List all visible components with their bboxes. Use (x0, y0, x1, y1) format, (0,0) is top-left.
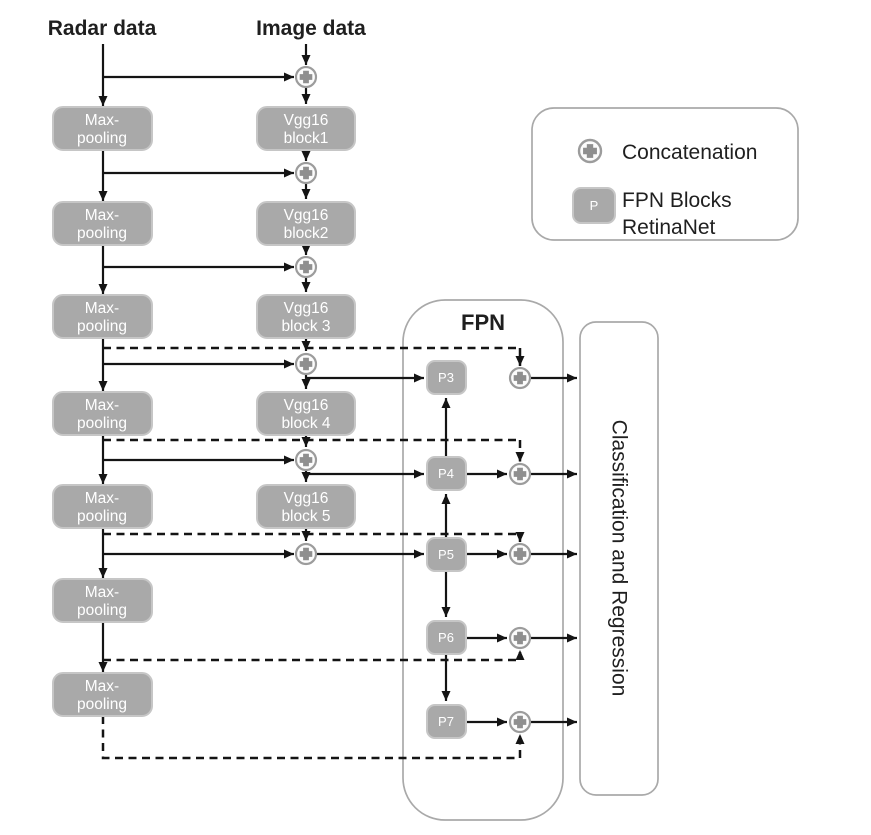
maxpool-1-line1: Max- (84, 112, 120, 129)
legend-concatenation-icon (579, 140, 601, 162)
maxpool-3-line2: pooling (77, 318, 127, 335)
maxpool-6-line2: pooling (77, 602, 127, 619)
p7-label: P7 (438, 714, 454, 729)
p6-concatenation-icon (510, 628, 530, 648)
legend-fpn-blocks-line1: FPN Blocks (622, 189, 732, 212)
vgg-4-line1: Vgg16 (283, 397, 329, 414)
maxpool-5-line1: Max- (84, 490, 120, 507)
vgg-3-line1: Vgg16 (283, 300, 329, 317)
vgg-5-line1: Vgg16 (283, 490, 329, 507)
fpn-title: FPN (461, 310, 505, 335)
maxpool-3-line1: Max- (84, 300, 120, 317)
p3-label: P3 (438, 370, 454, 385)
maxpool-7-line1: Max- (84, 678, 120, 695)
p4-label: P4 (438, 466, 454, 481)
radar-data-title: Radar data (47, 17, 157, 40)
concatenation-icon-2 (296, 163, 316, 183)
vgg-3-line2: block 3 (281, 318, 331, 335)
maxpool-1-line2: pooling (77, 130, 127, 147)
maxpool-2-line2: pooling (77, 225, 127, 242)
vgg-1-line1: Vgg16 (283, 112, 329, 129)
classification-regression-label: Classification and Regression (607, 419, 631, 697)
maxpool-6-line1: Max- (84, 584, 120, 601)
concatenation-icon-4 (296, 354, 316, 374)
concatenation-icon-6 (296, 544, 316, 564)
concatenation-icon-1 (296, 67, 316, 87)
p5-label: P5 (438, 547, 454, 562)
p3-concatenation-icon (510, 368, 530, 388)
concatenation-icon-3 (296, 257, 316, 277)
p7-concatenation-icon (510, 712, 530, 732)
vgg-5-line2: block 5 (281, 508, 331, 525)
maxpool-5-line2: pooling (77, 508, 127, 525)
legend-fpn-blocks-line2: RetinaNet (622, 216, 716, 239)
legend-concatenation-label: Concatenation (622, 141, 758, 164)
p4-concatenation-icon (510, 464, 530, 484)
vgg-1-line2: block1 (283, 130, 329, 147)
image-data-title: Image data (256, 17, 366, 40)
p5-concatenation-icon (510, 544, 530, 564)
vgg-4-line2: block 4 (281, 415, 331, 432)
maxpool-7-line2: pooling (77, 696, 127, 713)
maxpool-2-line1: Max- (84, 207, 120, 224)
vgg-2-line2: block2 (283, 225, 329, 242)
maxpool-4-line2: pooling (77, 415, 127, 432)
vgg-2-line1: Vgg16 (283, 207, 329, 224)
concatenation-icon-5 (296, 450, 316, 470)
maxpool-4-line1: Max- (84, 397, 120, 414)
legend-p-symbol: P (589, 198, 599, 213)
p6-label: P6 (438, 630, 454, 645)
